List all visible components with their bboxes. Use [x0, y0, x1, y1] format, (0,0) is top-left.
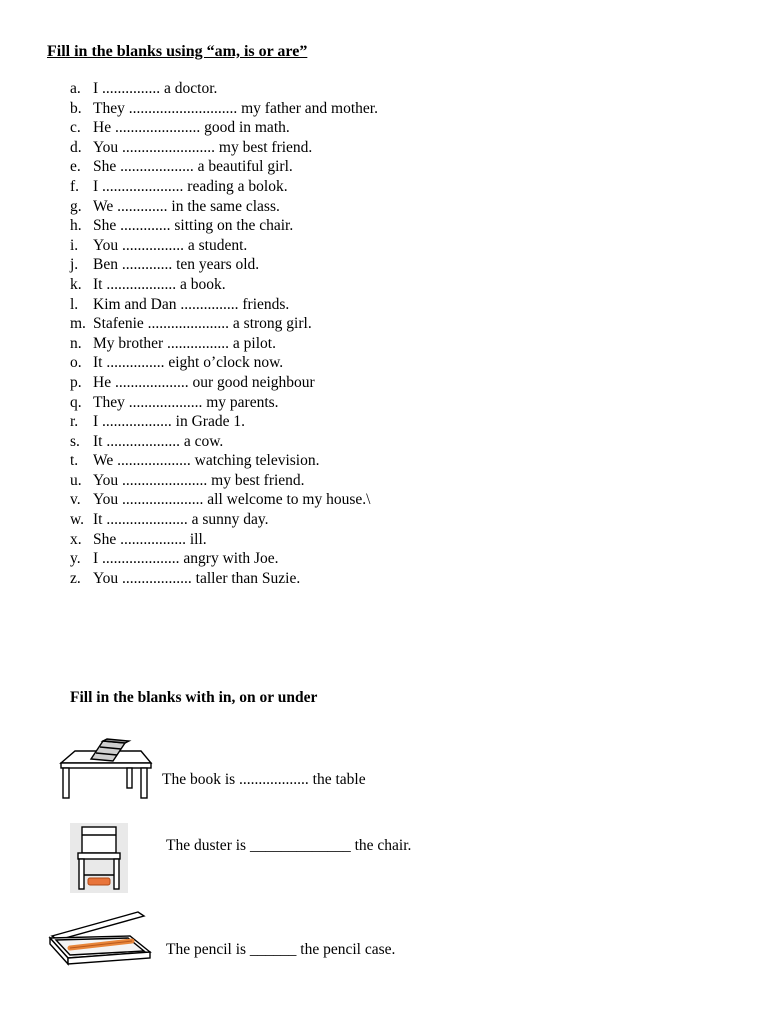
exercise-item-letter: y.	[70, 550, 81, 568]
exercise-item-letter: z.	[70, 569, 81, 587]
sentence-book-table: The book is .................. the table	[162, 771, 366, 788]
exercise-item-text: He ................... our good neighbour	[93, 373, 315, 391]
exercise-item-letter: m.	[70, 315, 86, 333]
exercise-item-letter: t.	[70, 452, 79, 470]
exercise-item-letter: q.	[70, 393, 82, 411]
exercise-item	[70, 255, 378, 275]
exercise-item-text: It ..................... a sunny day.	[93, 511, 269, 529]
exercise-item-text: It ............... eight o’clock now.	[93, 354, 284, 372]
exercise-item-letter: l.	[70, 295, 79, 313]
exercise-item-letter: n.	[70, 334, 82, 352]
exercise-item-text: I ..................... reading a bolok.	[93, 177, 288, 195]
exercise-item-text: My brother ................ a pilot.	[93, 334, 276, 352]
exercise-item	[70, 353, 378, 373]
exercise-item-letter: u.	[70, 471, 82, 489]
exercise-item-text: We ................... watching television.	[93, 452, 320, 470]
exercise-item-text: They ............................ my father and mother.	[93, 99, 378, 117]
worksheet-title-am-is-are: Fill in the blanks using “am, is or are”	[47, 43, 308, 60]
exercise-item-letter: j.	[70, 256, 79, 274]
exercise-item	[70, 549, 378, 569]
exercise-item	[70, 569, 378, 589]
sentence-pencil-case: The pencil is ______ the pencil case.	[166, 941, 396, 958]
exercise-item-letter: e.	[70, 158, 81, 176]
exercise-item-letter: o.	[70, 354, 82, 372]
worksheet-title-in-on-under: Fill in the blanks with in, on or under	[70, 689, 318, 706]
exercise-item	[70, 275, 378, 295]
exercise-item-letter: a.	[70, 80, 81, 97]
exercise-item-text: She ............. sitting on the chair.	[93, 217, 294, 235]
exercise-item-letter: p.	[70, 373, 82, 391]
exercise-item-letter: c.	[70, 119, 81, 137]
exercise-item-text: You ................ a student.	[93, 236, 248, 254]
exercise-item-letter: d.	[70, 138, 82, 156]
exercise-item	[70, 432, 378, 452]
exercise-item-letter: s.	[70, 432, 80, 450]
exercise-item	[70, 197, 378, 217]
exercise-item	[70, 79, 378, 99]
exercise-item	[70, 138, 378, 158]
exercise-item	[70, 471, 378, 491]
exercise-item	[70, 157, 378, 177]
exercise-item	[70, 295, 378, 315]
exercise-item-text: Ben ............. ten years old.	[93, 256, 260, 274]
exercise-item	[70, 530, 378, 550]
exercise-item	[70, 118, 378, 138]
exercise-item-letter: b.	[70, 99, 82, 117]
exercise-item-text: I .................... angry with Joe.	[93, 550, 279, 568]
exercise-item	[70, 177, 378, 197]
exercise-item	[70, 216, 378, 236]
exercise-item-text: You ..................... all welcome to my house.\	[93, 491, 371, 509]
exercise-item-letter: f.	[70, 177, 80, 195]
exercise-item	[70, 99, 378, 119]
exercise-item-letter: h.	[70, 217, 82, 235]
exercise-item-letter: w.	[70, 511, 85, 529]
duster-under-chair-picture	[70, 823, 128, 893]
exercise-item	[70, 393, 378, 413]
exercise-item-letter: i.	[70, 236, 79, 254]
exercise-item-letter: r.	[70, 413, 79, 431]
exercise-item-text: You ........................ my best friend.	[93, 138, 313, 156]
pencil-in-case-picture	[46, 908, 156, 972]
exercise-item	[70, 510, 378, 530]
exercise-item-letter: k.	[70, 275, 82, 293]
exercise-item	[70, 412, 378, 432]
exercise-item-letter: g.	[70, 197, 82, 215]
exercise-item-text: I .................. in Grade 1.	[93, 413, 245, 431]
exercise-item-text: We ............. in the same class.	[93, 197, 280, 215]
exercise-item	[70, 490, 378, 510]
exercise-item-letter: v.	[70, 491, 81, 509]
exercise-item-text: It .................. a book.	[93, 275, 226, 293]
exercise-item-text: You ...................... my best friend.	[93, 471, 305, 489]
book-on-table-picture	[55, 737, 155, 801]
exercise-item	[70, 373, 378, 393]
exercise-item-text: Stafenie ..................... a strong girl.	[93, 315, 312, 333]
exercise-item-text: She ................. ill.	[93, 530, 207, 548]
exercise-item-text: She ................... a beautiful girl.	[93, 158, 293, 176]
exercise-item-text: I ............... a doctor.	[93, 80, 218, 97]
exercise-item-text: Kim and Dan ............... friends.	[93, 295, 290, 313]
exercise-item-text: They ................... my parents.	[93, 393, 279, 411]
sentence-duster-chair: The duster is _____________ the chair.	[166, 837, 412, 854]
exercise-item	[70, 236, 378, 256]
exercise-item-text: It ................... a cow.	[93, 432, 224, 450]
exercise-item	[70, 314, 378, 334]
exercise-item	[70, 334, 378, 354]
exercise-item-text: He ...................... good in math.	[93, 119, 290, 137]
exercise-item	[70, 451, 378, 471]
exercise-list-am-is-are	[70, 79, 378, 588]
exercise-item-text: You .................. taller than Suzie.	[93, 569, 301, 587]
exercise-item-letter: x.	[70, 530, 82, 548]
